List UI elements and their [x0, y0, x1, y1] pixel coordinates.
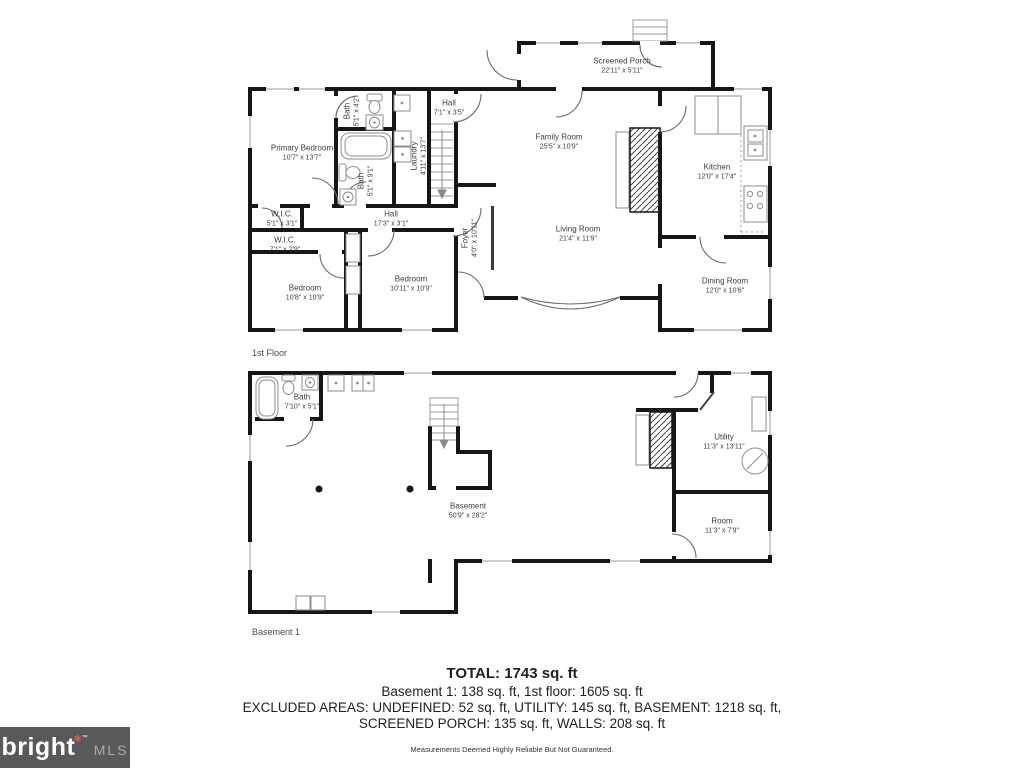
- chimney: [636, 412, 672, 468]
- basement-plan: [248, 371, 772, 614]
- sump-units: [296, 596, 325, 610]
- fireplace: [616, 128, 660, 212]
- staircase-basement: [430, 398, 458, 448]
- room-label-primary-bedroom: Primary Bedroom 10'7" x 13'7": [270, 143, 334, 162]
- first-floor-plan: [248, 20, 772, 332]
- room-label-hall-main: Hall 17'3" x 3'1": [373, 209, 409, 228]
- room-label-utility: Utility 11'3" x 13'11": [703, 432, 745, 451]
- closets: [346, 234, 360, 294]
- room-label-bath-lower: Bath 5'1" x 9'1": [356, 165, 375, 197]
- room-label-screened-porch: Screened Porch 22'11" x 5'11": [593, 56, 651, 75]
- room-label-dining-room: Dining Room 12'0" x 10'6": [701, 276, 749, 295]
- room-label-kitchen: Kitchen 12'0" x 17'4": [697, 162, 737, 181]
- logo-star-icon: ✱: [73, 734, 82, 745]
- kitchen-sink: [744, 126, 767, 160]
- room-label-foyer: Foyer 4'0" x 10'11": [460, 219, 479, 257]
- utility-sinks: [328, 375, 374, 391]
- room-label-basement-bath: Bath 7'10" x 5'1": [284, 392, 320, 411]
- utility-shelf: [752, 397, 766, 431]
- bright-mls-logo: [0, 727, 130, 768]
- room-label-bedroom-1: Bedroom 10'8" x 10'9": [285, 283, 325, 302]
- foyer-railing: [491, 206, 494, 270]
- bath-fixtures-upper: [366, 94, 383, 130]
- room-label-hall-upper: Hall 7'1" x 3'5": [433, 98, 465, 117]
- disclaimer-text: Measurements Deemed Highly Reliable But Not Guaranteed.: [410, 745, 614, 754]
- water-heater: [742, 448, 768, 474]
- room-label-wic-1: W.I.C. 5'1" x 3'1": [266, 209, 298, 228]
- room-label-bath-upper: Bath 5'1" x 4'2": [342, 95, 361, 127]
- entry-steps: [633, 20, 667, 41]
- staircase-first-floor: [431, 124, 453, 198]
- summary-line-excluded-1: EXCLUDED AREAS: UNDEFINED: 52 sq. ft, UTILITY: 145 sq. ft, BASEMENT: 1218 sq. ft,: [242, 700, 782, 715]
- floor-title-first: 1st Floor: [252, 348, 288, 358]
- room-label-basement: Basement 50'9" x 28'2": [448, 501, 488, 520]
- logo-suffix-text: MLS: [93, 741, 129, 758]
- summary-total: TOTAL: 1743 sq. ft: [446, 665, 578, 682]
- logo-brand-text: bright: [1, 733, 76, 761]
- support-columns: [316, 486, 414, 493]
- room-label-laundry: Laundry 4'11" x 13'7": [409, 137, 428, 175]
- floor-title-basement: Basement 1: [252, 627, 301, 637]
- bay-window: [521, 297, 620, 309]
- room-label-living-room: Living Room 21'4" x 11'9": [555, 224, 601, 243]
- logo-trademark: ™: [81, 734, 88, 741]
- bathtub: [341, 133, 391, 159]
- room-label-wic-2: W.I.C. 7'1" x 2'9": [269, 235, 301, 254]
- first-floor-windows: [248, 41, 772, 332]
- room-label-room: Room 11'3" x 7'9": [705, 516, 739, 535]
- summary-line-floors: Basement 1: 138 sq. ft, 1st floor: 1605 sq. ft: [381, 684, 643, 699]
- room-label-bedroom-2: Bedroom 10'11" x 10'9": [390, 274, 432, 293]
- refrigerator: [695, 96, 741, 134]
- summary-line-excluded-2: SCREENED PORCH: 135 sq. ft, WALLS: 208 sq. ft: [358, 716, 666, 731]
- room-label-family-room: Family Room 25'5" x 10'9": [535, 132, 583, 151]
- stove: [744, 186, 767, 222]
